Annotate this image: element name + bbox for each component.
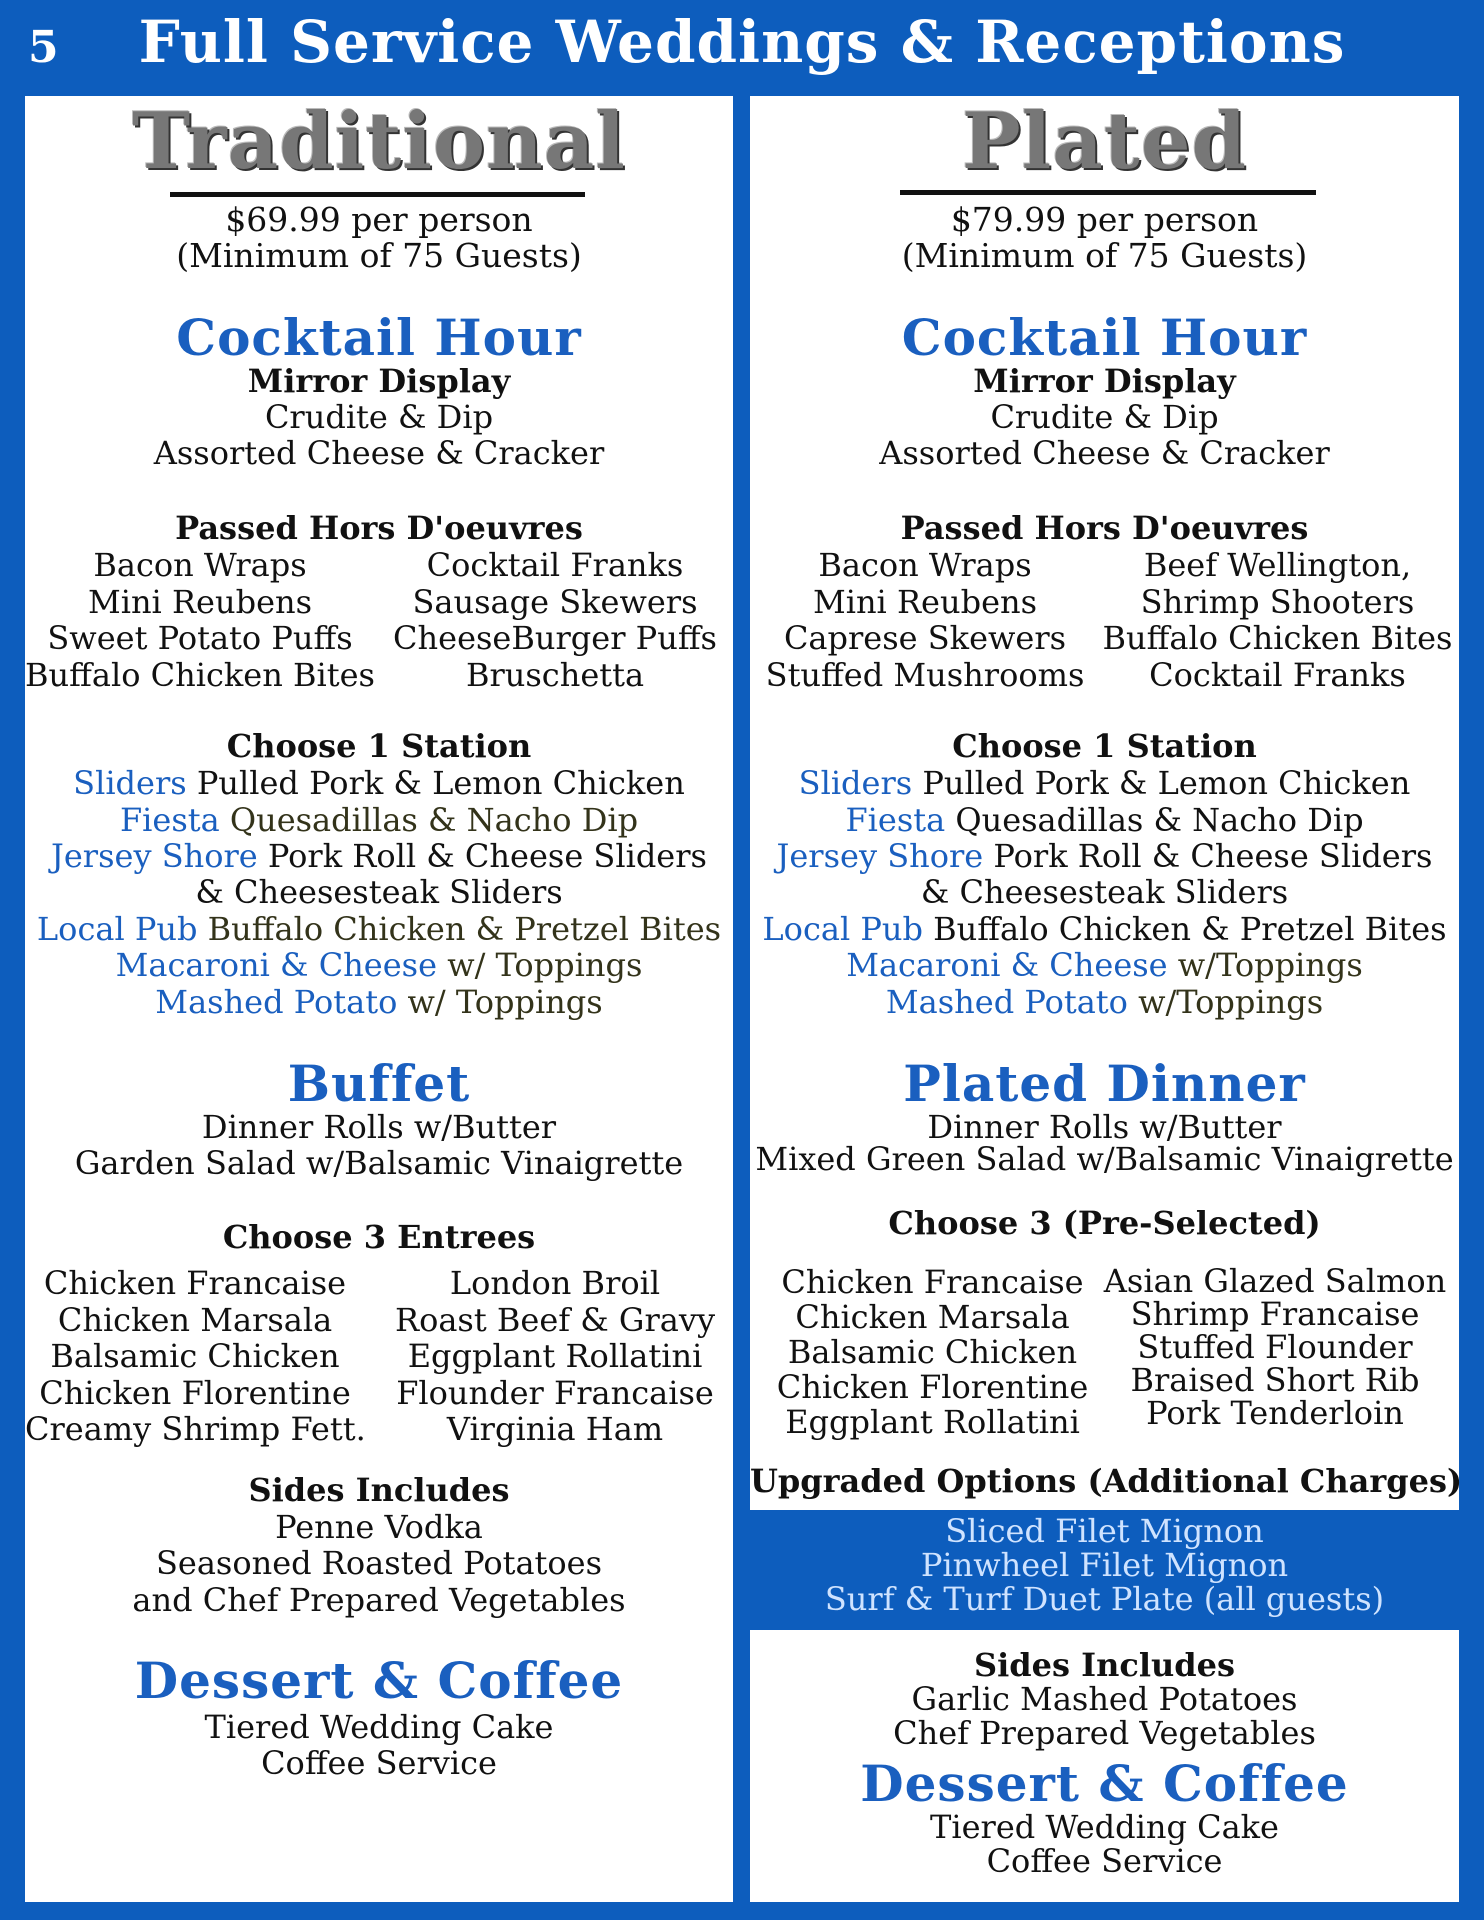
mirror-item: Assorted Cheese & Cracker — [153, 434, 605, 472]
passed-list-left — [750, 547, 1100, 693]
page-title: Full Service Weddings & Receptions — [138, 8, 1346, 76]
mirror-display-heading: Mirror Display — [973, 362, 1236, 400]
upgrade-item: Sliced Filet Mignon — [945, 1512, 1264, 1550]
list-item: Asian Glazed Salmon — [1103, 1262, 1447, 1300]
dessert-item: Tiered Wedding Cake — [204, 1708, 554, 1746]
list-item: Stuffed Flounder — [1137, 1328, 1413, 1366]
list-item: Mini Reubens — [812, 582, 1038, 621]
upgrade-item: Pinwheel Filet Mignon — [920, 1546, 1289, 1584]
list-item: Chicken Florentine — [776, 1368, 1089, 1406]
station-item: Mashed Potato w/ Toppings — [155, 983, 603, 1021]
dessert-item: Tiered Wedding Cake — [930, 1808, 1279, 1846]
station-item: Macaroni & Cheese w/Toppings — [846, 946, 1363, 984]
mirror-item: Assorted Cheese & Cracker — [879, 434, 1330, 472]
list-item: Eggplant Rollatini — [407, 1337, 703, 1375]
station-heading: Choose 1 Station — [226, 727, 532, 765]
price: $69.99 per person — [225, 200, 533, 239]
station-item: Fiesta Quesadillas & Nacho Dip — [119, 801, 639, 839]
list-item: Braised Short Rib — [1130, 1361, 1420, 1399]
list-item: Creamy Shrimp Fett. — [25, 1410, 366, 1448]
entrees-list-right — [380, 1265, 730, 1448]
station-item: & Cheesesteak Sliders — [920, 873, 1289, 911]
list-item: Chicken Francaise — [781, 1263, 1084, 1301]
station-item: Fiesta Quesadillas & Nacho Dip — [845, 801, 1364, 839]
dessert-item: Coffee Service — [261, 1744, 497, 1782]
entrees-heading: Choose 3 (Pre-Selected) — [888, 1204, 1321, 1242]
station-item: Sliders Pulled Pork & Lemon Chicken — [798, 764, 1411, 802]
buffet-heading: Buffet — [287, 1054, 471, 1113]
list-item: CheeseBurger Puffs — [393, 619, 717, 657]
list-item: London Broil — [449, 1264, 661, 1302]
passed-list-right — [390, 547, 720, 693]
sides-item: Seasoned Roasted Potatoes — [155, 1544, 603, 1582]
title-divider — [900, 190, 1316, 195]
upgraded-options-list — [750, 1510, 1459, 1630]
title-divider — [170, 192, 585, 197]
entrees-list-left — [25, 1265, 365, 1448]
list-item: Sweet Potato Puffs — [47, 619, 353, 657]
plated-panel — [750, 96, 1463, 1510]
passed-list-left — [25, 547, 375, 693]
list-item: Caprese Skewers — [783, 619, 1067, 657]
plated-title: Plated — [961, 96, 1248, 187]
passed-hors-doeuvres-heading: Passed Hors D'oeuvres — [900, 509, 1309, 547]
list-item: Bacon Wraps — [93, 546, 307, 584]
entrees-list-right — [1090, 1262, 1460, 1432]
station-heading: Choose 1 Station — [952, 727, 1257, 765]
list-item: Beef Wellington, — [1143, 546, 1412, 584]
upgraded-options-heading: Upgraded Options (Additional Charges) — [750, 1462, 1463, 1500]
mirror-item: Crudite & Dip — [990, 398, 1219, 436]
station-item: Macaroni & Cheese w/ Toppings — [115, 946, 643, 984]
station-item: Sliders Pulled Pork & Lemon Chicken — [73, 764, 685, 802]
price: $79.99 per person — [950, 200, 1259, 239]
traditional-panel — [25, 96, 733, 1902]
dinner-item: Mixed Green Salad w/Balsamic Vinaigrette — [755, 1140, 1454, 1178]
minimum-guests: (Minimum of 75 Guests) — [901, 236, 1308, 275]
dinner-item: Dinner Rolls w/Butter — [201, 1108, 557, 1146]
list-item: Chicken Florentine — [39, 1373, 351, 1412]
minimum-guests: (Minimum of 75 Guests) — [176, 236, 582, 275]
station-item: Mashed Potato w/Toppings — [885, 983, 1324, 1021]
cocktail-hour-heading: Cocktail Hour — [901, 308, 1308, 367]
entrees-heading: Choose 3 Entrees — [222, 1218, 536, 1256]
list-item: Virginia Ham — [446, 1410, 664, 1448]
list-item: Shrimp Shooters — [1140, 582, 1415, 621]
list-item: Chicken Marsala — [795, 1298, 1070, 1336]
sides-item: and Chef Prepared Vegetables — [132, 1581, 626, 1619]
station-item: & Cheesesteak Sliders — [195, 873, 563, 911]
list-item: Chicken Marsala — [57, 1300, 333, 1339]
sides-item: Chef Prepared Vegetables — [893, 1714, 1316, 1752]
list-item: Buffalo Chicken Bites — [25, 655, 375, 694]
station-item: Jersey Shore Pork Roll & Cheese Sliders — [776, 837, 1433, 875]
passed-list-right — [1100, 547, 1455, 693]
list-item: Chicken Francaise — [43, 1264, 347, 1302]
sides-heading: Sides Includes — [973, 1646, 1236, 1684]
plated-sides-dessert-panel — [750, 1630, 1459, 1902]
dessert-heading: Dessert & Coffee — [860, 1754, 1349, 1813]
list-item: Balsamic Chicken — [50, 1337, 340, 1375]
list-item: Cocktail Franks — [1149, 655, 1406, 694]
dessert-item: Coffee Service — [986, 1842, 1223, 1880]
station-item: Jersey Shore Pork Roll & Cheese Sliders — [51, 837, 707, 875]
list-item: Eggplant Rollatini — [785, 1403, 1080, 1441]
list-item: Bruschetta — [465, 655, 645, 694]
page-number: 5 — [28, 22, 59, 73]
list-item: Balsamic Chicken — [787, 1333, 1078, 1371]
list-item: Bacon Wraps — [818, 546, 1032, 584]
list-item: Flounder Francaise — [396, 1373, 714, 1412]
list-item: Roast Beef & Gravy — [394, 1300, 716, 1339]
traditional-title: Traditional — [132, 96, 626, 187]
dessert-heading: Dessert & Coffee — [134, 1651, 624, 1710]
plated-dinner-heading: Plated Dinner — [903, 1054, 1306, 1113]
station-item: Local Pub Buffalo Chicken & Pretzel Bites — [36, 910, 722, 948]
sides-item: Garlic Mashed Potatoes — [911, 1680, 1298, 1718]
dinner-item: Dinner Rolls w/Butter — [927, 1108, 1282, 1146]
mirror-display-heading: Mirror Display — [247, 362, 511, 400]
list-item: Stuffed Mushrooms — [765, 655, 1085, 694]
list-item: Mini Reubens — [87, 582, 313, 621]
cocktail-hour-heading: Cocktail Hour — [176, 308, 582, 367]
page-header — [0, 0, 1484, 95]
list-item: Sausage Skewers — [412, 582, 698, 621]
dinner-item: Garden Salad w/Balsamic Vinaigrette — [74, 1144, 684, 1182]
list-item: Pork Tenderloin — [1146, 1394, 1404, 1432]
station-item: Local Pub Buffalo Chicken & Pretzel Bites — [762, 910, 1447, 948]
list-item: Cocktail Franks — [426, 546, 684, 584]
sides-item: Penne Vodka — [275, 1508, 483, 1546]
mirror-item: Crudite & Dip — [264, 398, 494, 436]
passed-hors-doeuvres-heading: Passed Hors D'oeuvres — [175, 509, 583, 547]
entrees-list-left — [765, 1265, 1100, 1440]
list-item: Buffalo Chicken Bites — [1102, 619, 1453, 657]
upgrade-item: Surf & Turf Duet Plate (all guests) — [824, 1580, 1385, 1618]
list-item: Shrimp Francaise — [1130, 1295, 1420, 1333]
sides-heading: Sides Includes — [248, 1471, 510, 1509]
